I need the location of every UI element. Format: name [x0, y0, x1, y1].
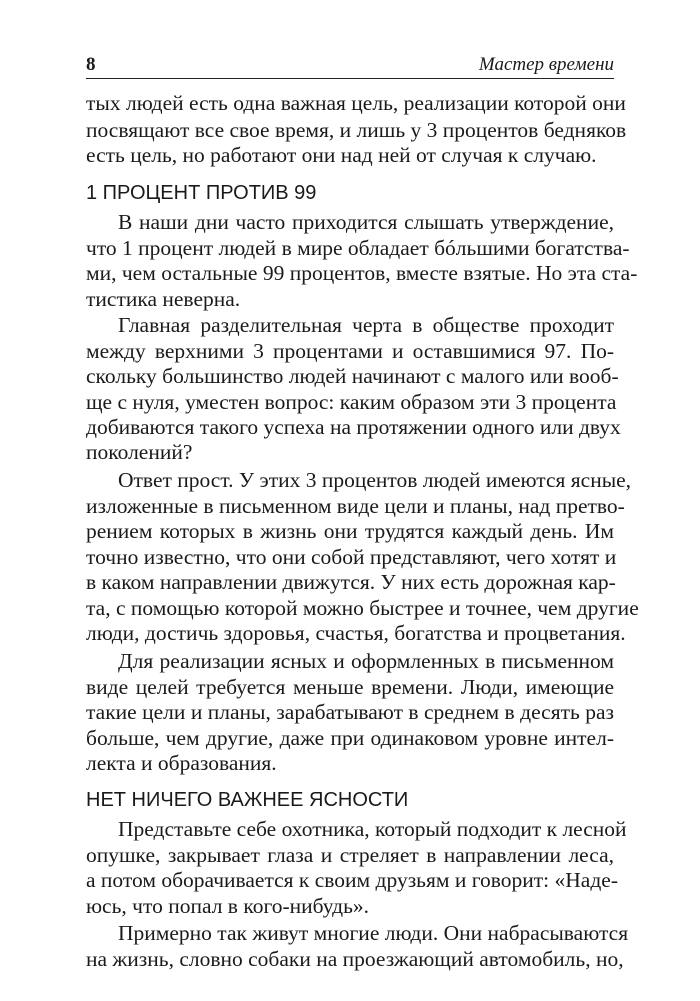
text-line: ми, чем остальные 99 процентов, вместе взятые. Но эта ста- — [86, 261, 638, 285]
text-line: между верхними 3 процентами и оставшимися 97. По- — [86, 339, 614, 363]
text-line: такие цели и планы, зарабатывают в среднем в десять раз — [86, 700, 614, 724]
text-line: тых людей есть одна важная цель, реализации которой они — [86, 91, 626, 115]
text-line: юсь, что попал в кого-нибудь». — [86, 894, 370, 918]
text-line: виде целей требуется меньше времени. Люди, имеющие — [86, 675, 614, 699]
text-line: ще с нуля, уместен вопрос: каким образом эти 3 процента — [86, 390, 617, 414]
section-heading: 1 ПРОЦЕНТ ПРОТИВ 99 — [86, 182, 317, 204]
text-line: добиваются такого успеха на протяжении одного или двух — [86, 415, 621, 439]
text-line: а потом оборачивается к своим друзьям и говорит: «Наде- — [86, 868, 618, 892]
text-line: Ответ прост. У этих 3 процентов людей имеются ясные, — [118, 468, 632, 492]
text-line: Для реализации ясных и оформленных в письменном — [118, 649, 614, 673]
text-line: поколений? — [86, 440, 193, 464]
text-line: Главная разделительная черта в обществе проходит — [118, 313, 614, 337]
text-line: точно известно, что они собой представляют, чего хотят и — [86, 545, 617, 569]
section-heading: НЕТ НИЧЕГО ВАЖНЕЕ ЯСНОСТИ — [86, 789, 409, 811]
text-line: скольку большинство людей начинают с малого или вооб- — [86, 364, 619, 388]
text-line: есть цель, но работают они над ней от случая к случаю. — [86, 143, 597, 167]
page-number: 8 — [86, 54, 96, 75]
text-line: В наши дни часто приходится слышать утверждение, — [118, 210, 614, 234]
text-line: Примерно так живут многие люди. Они набрасываются — [118, 921, 629, 945]
text-line: люди, достичь здоровья, счастья, богатства и процветания. — [86, 621, 626, 645]
text-line: лекта и образования. — [86, 751, 277, 775]
text-line: изложенные в письменном виде цели и планы, над претво- — [86, 494, 625, 518]
text-line: та, с помощью которой можно быстрее и точнее, чем другие — [86, 596, 639, 620]
text-line: тистика неверна. — [86, 287, 241, 311]
text-line: посвящают все свое время, и лишь у 3 процентов бедняков — [86, 118, 627, 142]
text-line: в каком направлении движутся. У них есть дорожная кар- — [86, 570, 616, 594]
text-line: больше, чем другие, даже при одинаковом уровне интел- — [86, 726, 614, 750]
text-line: на жизнь, словно собаки на проезжающий автомобиль, но, — [86, 947, 624, 971]
running-title: Мастер времени — [478, 54, 614, 75]
text-line: рением которых в жизнь они трудятся каждый день. Им — [86, 519, 614, 543]
page-header — [86, 52, 614, 79]
text-line: опушке, закрывает глаза и стреляет в направлении леса, — [86, 843, 614, 867]
text-line: Представьте себе охотника, который подходит к лесной — [118, 817, 627, 841]
text-line: что 1 процент людей в мире обладает бóльшими богатства- — [86, 236, 630, 260]
